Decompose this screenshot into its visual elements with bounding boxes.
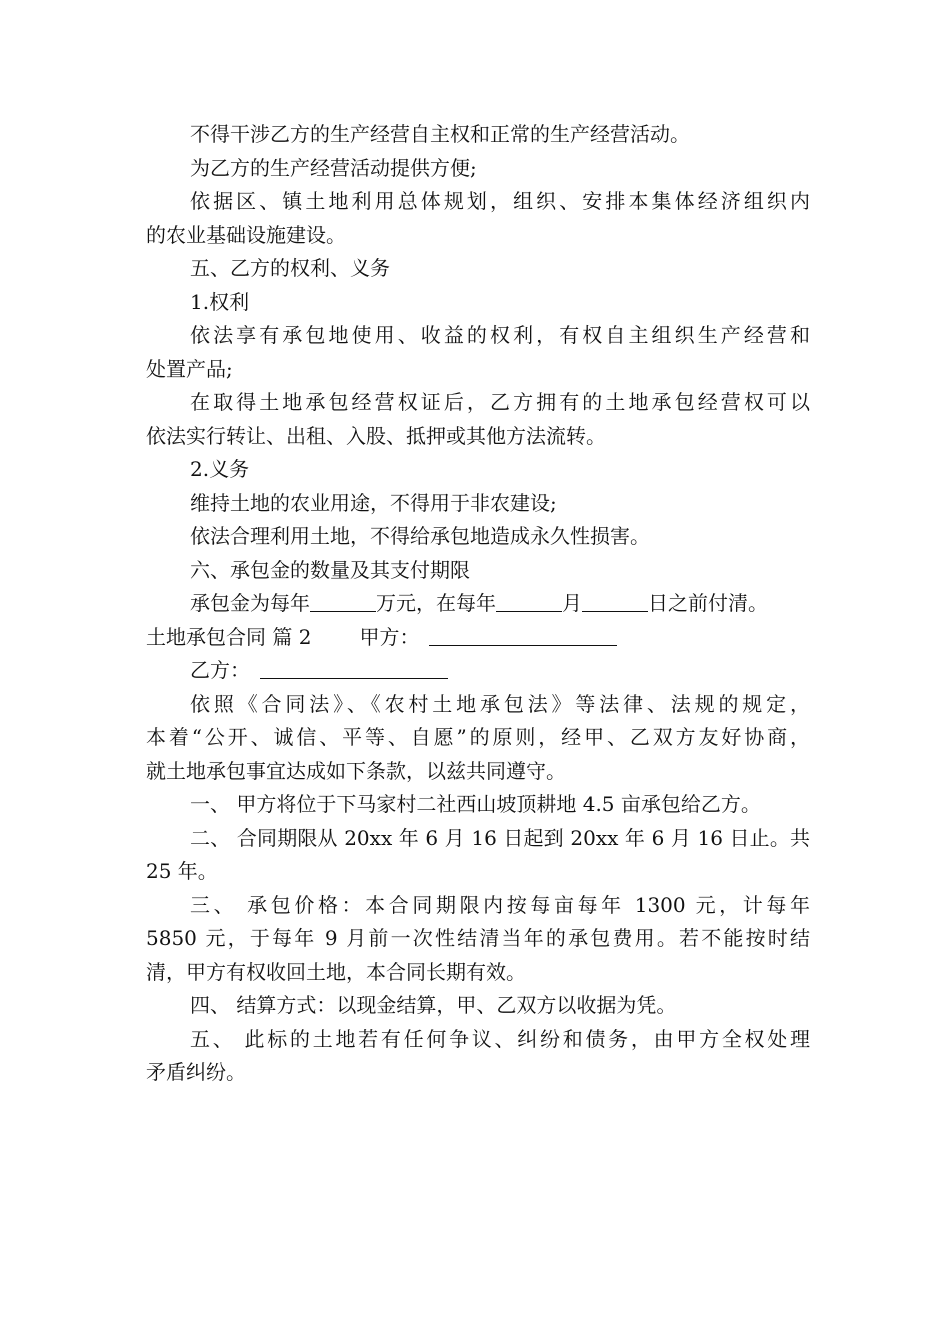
contract-heading-line bbox=[146, 621, 810, 655]
paragraph-line: 依法实行转让、出租、入股、抵押或其他方法流转。 bbox=[146, 423, 606, 448]
contract-2-heading: 土地承包合同 篇 2 bbox=[146, 624, 312, 649]
section-heading: 五、乙方的权利、义务 bbox=[190, 256, 390, 280]
clause-line: 二、 合同期限从 20xx 年 6 月 16 日起到 20xx 年 6 月 16 日止。共 bbox=[190, 825, 810, 850]
clause-line: 矛盾纠纷。 bbox=[146, 1060, 246, 1084]
paragraph-line: 不得干涉乙方的生产经营自主权和正常的生产经营活动。 bbox=[190, 122, 690, 146]
party-a-blank bbox=[429, 623, 617, 646]
payment-text: 万元，在每年 bbox=[376, 591, 496, 615]
paragraph-line: 维持土地的农业用途，不得用于非农建设; bbox=[190, 490, 557, 515]
party-a-label: 甲方： bbox=[359, 624, 420, 649]
clause-line: 五、 此标的土地若有任何争议、纠纷和债务，由甲方全权处理 bbox=[190, 1026, 810, 1051]
paragraph-line: 依法合理利用土地，不得给承包地造成永久性损害。 bbox=[190, 524, 650, 548]
clause-line: 三、 承包价格：本合同期限内按每亩每年 1300 元，计每年 bbox=[190, 892, 810, 917]
subsection-heading: 1.权利 bbox=[190, 289, 250, 314]
clause-line: 清，甲方有权收回土地，本合同长期有效。 bbox=[146, 959, 526, 984]
clause-line: 25 年。 bbox=[146, 859, 218, 883]
paragraph-line: 就土地承包事宜达成如下条款，以兹共同遵守。 bbox=[146, 758, 566, 783]
paragraph-line: 在取得土地承包经营权证后，乙方拥有的土地承包经营权可以 bbox=[190, 390, 810, 414]
paragraph-line: 依法享有承包地使用、收益的权利，有权自主组织生产经营和 bbox=[190, 323, 810, 347]
party-b-blank bbox=[260, 656, 448, 679]
paragraph-line: 的农业基础设施建设。 bbox=[146, 222, 346, 247]
section-heading: 六、承包金的数量及其支付期限 bbox=[190, 557, 470, 582]
clause-line: 一、 甲方将位于下马家村二社西山坡顶耕地 4.5 亩承包给乙方。 bbox=[190, 792, 761, 816]
fill-blank bbox=[310, 589, 376, 612]
paragraph-line: 依据区、镇土地利用总体规划，组织、安排本集体经济组织内 bbox=[190, 189, 810, 213]
payment-text: 承包金为每年 bbox=[190, 591, 310, 615]
payment-text: 日之前付清。 bbox=[648, 591, 768, 615]
clause-line: 四、 结算方式：以现金结算，甲、乙双方以收据为凭。 bbox=[190, 993, 677, 1017]
paragraph-line: 处置产品; bbox=[146, 356, 233, 381]
fill-blank bbox=[496, 589, 562, 612]
party-b-line bbox=[146, 654, 810, 688]
subsection-heading: 2.义务 bbox=[190, 457, 250, 481]
clause-line: 5850 元，于每年 9 月前一次性结清当年的承包费用。若不能按时结 bbox=[146, 926, 810, 950]
payment-terms-line bbox=[146, 587, 810, 621]
payment-text: 月 bbox=[562, 591, 582, 615]
party-b-label: 乙方： bbox=[190, 658, 250, 682]
paragraph-line: 为乙方的生产经营活动提供方便; bbox=[190, 155, 477, 180]
paragraph-line: 本着“公开、诚信、平等、自愿”的原则，经甲、乙双方友好协商， bbox=[146, 725, 810, 749]
document-body bbox=[146, 118, 810, 1090]
fill-blank bbox=[582, 589, 648, 612]
paragraph-line: 依照《合同法》、《农村土地承包法》等法律、法规的规定， bbox=[190, 691, 810, 716]
